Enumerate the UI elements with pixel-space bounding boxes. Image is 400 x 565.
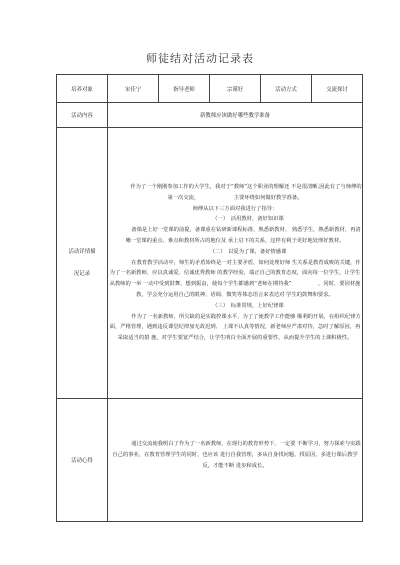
details-paragraph: 作为了一个刚刚参加工作的大学生，我对于“教师”这个职业的理解还 不是很清晰,因此有了与师傅的第一次交流， 主要环绕如何做好教学准备。 (130, 184, 362, 201)
details-paragraph: 备课是上好一堂课的前提，备课重在钻研新课程标准、熟悉新教材、 熟悉学生，熟悉新教材，再清晰一堂课的重点、难点和教材所占的地位及 承上启下的关系，这样有利于更好地处理好教材。 (125, 227, 361, 244)
activity-record-table (56, 74, 363, 522)
header-row (57, 75, 363, 103)
reflection-row (57, 399, 363, 522)
details-paragraph: 作为了一名新教师，所欠缺的是实践控课水平，为了了使教学工作能够 顺利的开展，在组织纪律方面，严格管理，遇到违反课堂纪律加无故迟到、 上课不认真等情况，新老师应严肃对待，急时了解原因，再采取适当的措 施，对学生要宽严结合，让学生明白全面开展的重要性，从而提升学生的上课积极性。 (109, 313, 361, 342)
trainee-label: 培养对象 (57, 75, 108, 103)
mentor-label: 指导老师 (159, 75, 210, 103)
page-title: 师徒结对活动记录表 (146, 52, 254, 65)
activity-content-label: 活动内容 (57, 103, 108, 128)
details-label-line1: 活动详情描 (68, 249, 96, 255)
activity-mode-value: 交流探讨 (312, 75, 363, 103)
details-section-heading: （二） 以爱为了课，备好情感课 (209, 248, 287, 255)
mentor-value: 宗谨好 (210, 75, 261, 103)
reflection-paragraph: 通过交流使我明白了作为了一名新教师，在现行的教育形势下，一定要 不断学习，努力探索与实践自己的事业，在教育管理学生的同时，也应该 进行自我管理，多从自身找问题、找原因，多进行课后教学反，才能不断 进步和成长。 (112, 441, 361, 469)
activity-mode-label: 活动方式 (261, 75, 312, 103)
details-body (108, 128, 363, 399)
reflection-spacer (108, 472, 362, 481)
details-paragraph: 师傅从以下三方面对我进行了指导： (192, 205, 278, 212)
details-paragraph: 在教育教学活动中，师生的矛盾始终是一对主要矛盾，如何处理好师 生关系是教育成败的关键，作为了一名新教师，应以真诚爱、信诚优秀教师 的教学经验，端正自己的教育态度，面向每一位学生，让学生从教师的一举 一动中受到鼓舞，想到振奋，使每个学生都感到“老师在期待我” ，同时，要因材施教，学会充分运用自己的眼神、语调、微笑等体态语言来表达对 学生的鼓舞和要求。 (109, 259, 361, 298)
details-label-line2: 况记录 (73, 271, 91, 277)
reflection-body (108, 399, 363, 522)
trainee-value: 宋佳宁 (108, 75, 159, 103)
activity-content-value: 新教师应该做好哪些教学准备 (108, 103, 363, 128)
details-label (57, 128, 108, 399)
details-section-heading: （一） 活用教材，备好知识课 (212, 216, 284, 223)
reflection-label: 活动心得 (57, 399, 108, 522)
details-row (57, 128, 363, 399)
details-section-heading: （三） 标准常规，上好纪律课 (212, 302, 284, 309)
content-row (57, 103, 363, 128)
